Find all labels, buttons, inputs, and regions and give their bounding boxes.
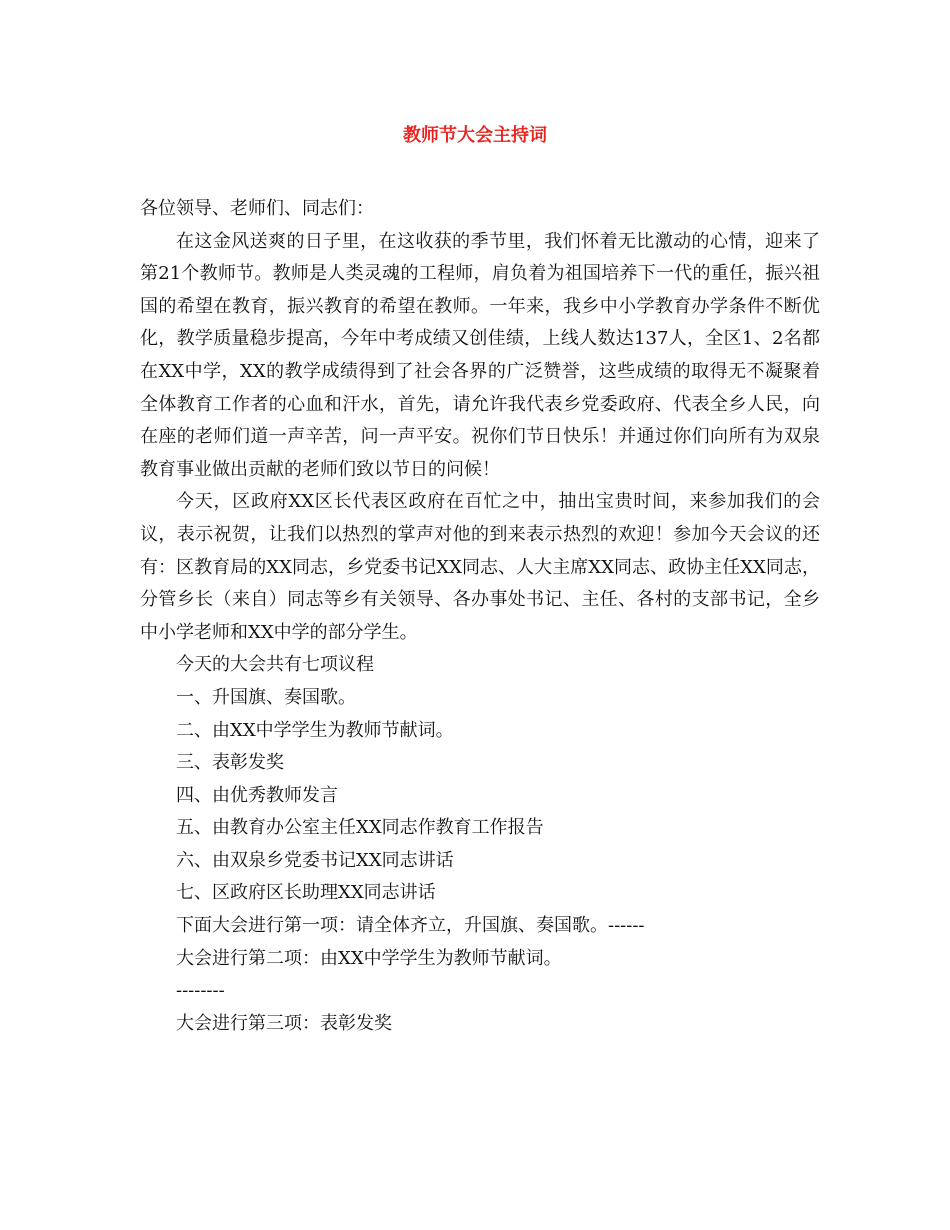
- agenda-item: 七、区政府区长助理XX同志讲话: [176, 882, 436, 904]
- proceeding-separator: --------: [176, 980, 225, 1002]
- document-title: 教师节大会主持词: [403, 125, 547, 146]
- agenda-intro: 今天的大会共有七项议程: [176, 654, 374, 676]
- agenda-item: 三、表彰发奖: [176, 752, 284, 774]
- salutation: 各位领导、老师们、同志们：: [140, 198, 374, 219]
- paragraph-opening: 在这金风送爽的日子里，在这收获的季节里，我们怀着无比激动的心情，迎来了第21个教师节。教师是人类灵魂的工程师，肩负着为祖国培养下一代的重任，振兴祖国的希望在教育，振兴教育的希望在教师。一年来，我乡中小学教育办学条件不断优化，教学质量稳步提高，今年中考成绩又创佳绩，上线人数达137人，全区1、2名都在XX中学，XX的教学成绩得到了社会各界的广泛赞誉，这些成绩的取得无不凝聚着全体教育工作者的心血和汗水，首先，请允许我代表乡党委政府、代表全乡人民，向在座的老师们道一声辛苦，问一声平安。祝你们节日快乐！并通过你们向所有为双泉教育事业做出贡献的老师们致以节日的问候！: [140, 230, 820, 480]
- proceeding-line: 大会进行第三项：表彰发奖: [176, 1012, 392, 1034]
- paragraph-guests: 今天，区政府XX区长代表区政府在百忙之中，抽出宝贵时间，来参加我们的会议，表示祝贺，让我们以热烈的掌声对他的到来表示热烈的欢迎！参加今天会议的还有：区教育局的XX同志，乡党委书记XX同志、人大主席XX同志、政协主任XX同志，分管乡长（来自）同志等乡有关领导、各办事处书记、主任、各村的支部书记，全乡中小学老师和XX中学的部分学生。: [140, 491, 820, 643]
- proceeding-line: 大会进行第二项：由XX中学学生为教师节献词。: [176, 947, 562, 969]
- agenda-item: 五、由教育办公室主任XX同志作教育工作报告: [176, 817, 544, 839]
- document-body: [140, 193, 820, 1040]
- proceeding-line: 下面大会进行第一项：请全体齐立，升国旗、奏国歌。------: [176, 915, 645, 937]
- agenda-item: 一、升国旗、奏国歌。: [176, 686, 356, 708]
- agenda-item: 二、由XX中学学生为教师节献词。: [176, 719, 454, 741]
- agenda-item: 四、由优秀教师发言: [176, 784, 338, 806]
- agenda-item: 六、由双泉乡党委书记XX同志讲话: [176, 849, 454, 871]
